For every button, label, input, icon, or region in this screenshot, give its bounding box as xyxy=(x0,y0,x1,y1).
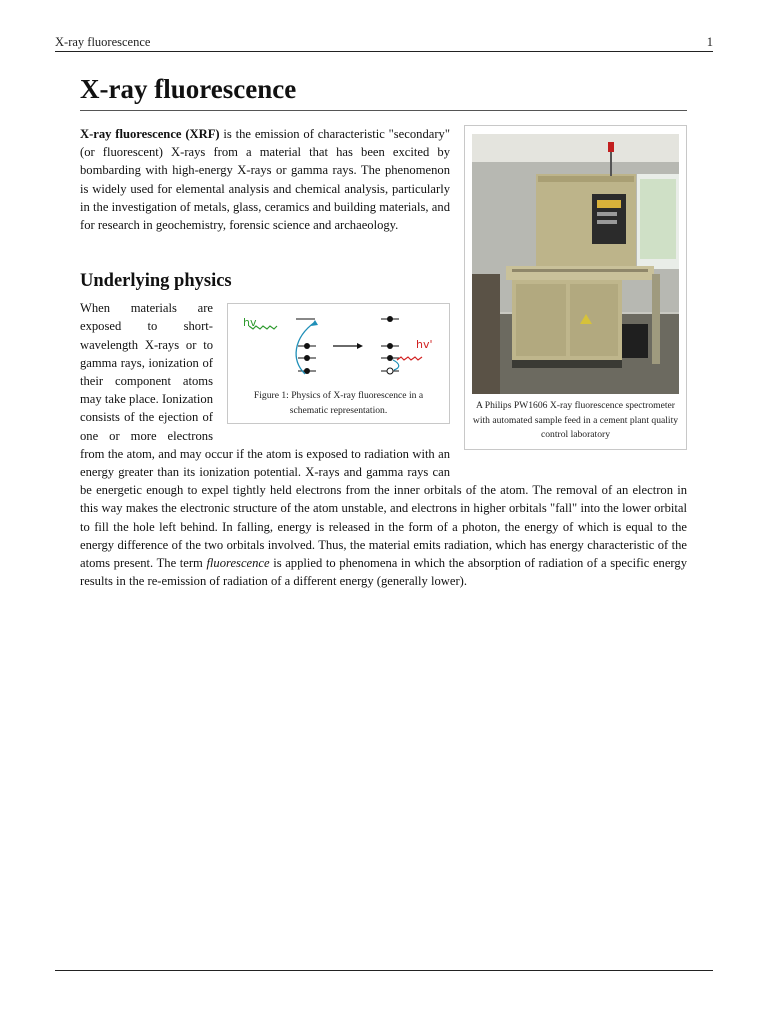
physics-section xyxy=(80,269,687,590)
page-number: 1 xyxy=(706,35,713,49)
electron-dot xyxy=(304,343,310,349)
photo-caption: A Philips PW1606 X-ray fluorescence spectrometer with automated sample feed in a cement plant quality control laboratory xyxy=(472,400,679,441)
running-header xyxy=(55,35,713,50)
intro-abbreviation: (XRF) xyxy=(185,127,220,141)
electron-dot xyxy=(387,355,393,361)
article-title: X-ray fluorescence xyxy=(80,72,687,111)
emitted-photon-wave xyxy=(397,357,422,360)
intro-term: X-ray fluorescence xyxy=(80,127,182,141)
incoming-photon-label: hv xyxy=(243,316,257,330)
emitted-photon-label: hv' xyxy=(416,338,433,352)
diagram-caption: Figure 1: Physics of X-ray fluorescence in a schematic representation. xyxy=(253,390,424,416)
xrf-schematic xyxy=(235,308,442,384)
header-rule xyxy=(55,51,713,52)
article xyxy=(80,72,687,590)
running-title: X-ray fluorescence xyxy=(55,35,151,49)
section-heading: Underlying physics xyxy=(80,271,232,292)
physics-text-before: When materials are exposed to short-wavelength X-rays or to gamma rays, ionization of their component atoms may take place. Ionization consists of the ejection of one or more electrons from the atom, and may occur if the atom is exposed to radiation with an energy greater than its ionization potential. X-rays and gamma rays can be energetic enough to expel tightly held electrons from the inner orbitals of the atom. The removal of an electron in this way makes the electronic structure of the atom unstable, and electrons in higher orbitals "fall" into the lower orbital to fill the hole left behind. In falling, energy is released in the form of a photon, the energy of which is equal to the energy difference of the two orbitals involved. Thus, the material emits radiation, which has energy characteristic of the atoms present. The term xyxy=(80,301,687,571)
intro-body: is the emission of characteristic "secondary" (or fluorescent) X-rays from a material that has been excited by bombarding with high-energy X-rays or gamma rays. The phenomenon is widely used for elemental analysis and chemical analysis, particularly in the investigation of metals, glass, ceramics and building materials, and for research in geochemistry, forensic science and archaeology. xyxy=(80,127,450,233)
footer-rule xyxy=(55,970,713,971)
electron-dot xyxy=(387,316,393,322)
electron-hole xyxy=(387,368,393,374)
physics-term: fluorescence xyxy=(206,556,270,571)
fall-path xyxy=(393,360,399,370)
electron-dot xyxy=(387,343,393,349)
diagram-figure xyxy=(227,303,450,424)
electron-dot xyxy=(304,355,310,361)
physics-text-after: is applied to phenomena in which the absorption of radiation of a specific energy results in the re-emission of radiation of a different energy (generally lower). xyxy=(80,556,687,589)
ejection-arrowhead xyxy=(311,320,318,326)
